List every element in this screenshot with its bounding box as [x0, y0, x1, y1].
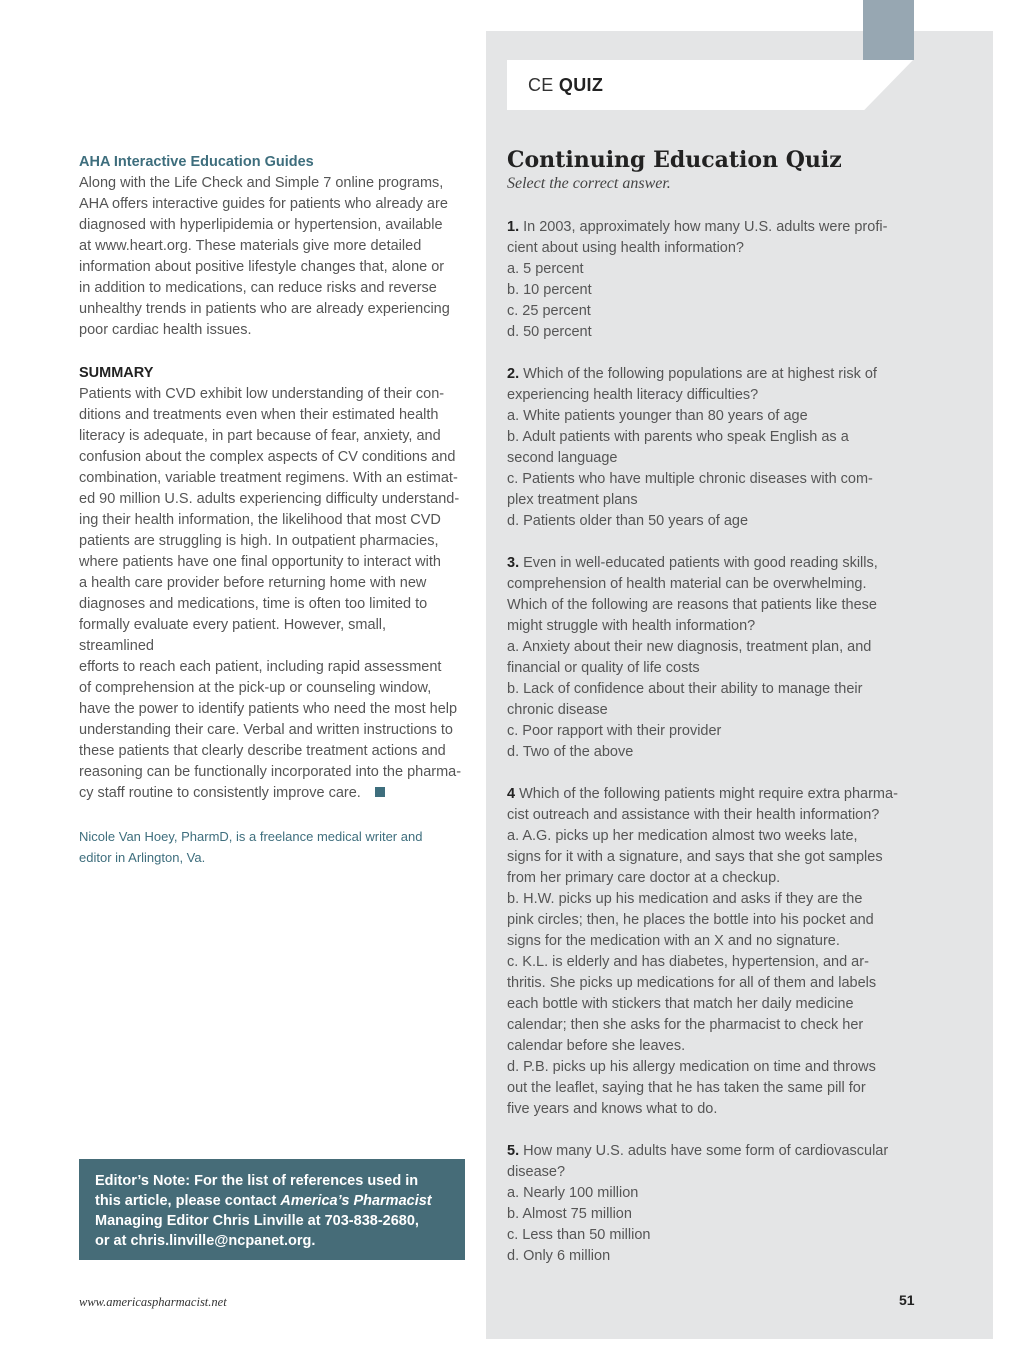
footer-url[interactable]: www.americaspharmacist.net	[79, 1295, 227, 1309]
answer-option-cont[interactable]: five years and knows what to do.	[507, 1101, 718, 1117]
summary-line: these patients that clearly describe treatment actions and	[79, 743, 446, 759]
answer-option-cont[interactable]: pink circles; then, he places the bottle into his pocket and	[507, 912, 874, 928]
summary-line: patients are struggling is high. In outpatient pharmacies,	[79, 533, 439, 549]
summary-line: confusion about the complex aspects of CV conditions and	[79, 449, 456, 465]
question-5	[507, 1141, 912, 1267]
question-text-line: Which of the following are reasons that patients like these	[507, 597, 877, 613]
question-text-line: cient about using health information?	[507, 240, 744, 256]
question-number: 3.	[507, 555, 520, 571]
question-number: 4	[507, 786, 516, 802]
aha-line: Along with the Life Check and Simple 7 online programs,	[79, 175, 444, 191]
ce-label: CE	[528, 75, 554, 95]
answer-option-cont[interactable]: each bottle with stickers that match her daily medicine	[507, 996, 854, 1012]
summary-line: combination, variable treatment regimens. With an estimat-	[79, 470, 458, 486]
magazine-name: America’s Pharmacist	[280, 1193, 432, 1209]
question-text-line: cist outreach and assistance with their health information?	[507, 807, 880, 823]
question-text: Which of the following populations are at highest risk of	[519, 366, 877, 382]
answer-option[interactable]: d. 50 percent	[507, 324, 592, 340]
question-number: 2.	[507, 366, 520, 382]
editor-note-line	[95, 1191, 451, 1211]
aha-line: diagnosed with hyperlipidemia or hypertension, available	[79, 217, 443, 233]
editor-note-line: Editor’s Note: For the list of references used in	[95, 1173, 419, 1189]
answer-option-cont[interactable]: calendar; then she asks for the pharmacist to check her	[507, 1017, 864, 1033]
question-text: Which of the following patients might require extra pharma-	[515, 786, 898, 802]
summary-title: SUMMARY	[79, 365, 154, 381]
answer-option[interactable]: a. Anxiety about their new diagnosis, treatment plan, and	[507, 639, 872, 655]
summary-line: ditions and treatments even when their estimated health	[79, 407, 439, 423]
answer-option[interactable]: d. Two of the above	[507, 744, 634, 760]
answer-option-cont[interactable]: thritis. She picks up medications for all of them and labels	[507, 975, 877, 991]
answer-option-cont[interactable]: signs for the medication with an X and no signature.	[507, 933, 840, 949]
summary-line: have the power to identify patients who need the most help	[79, 701, 458, 717]
answer-option-cont[interactable]: plex treatment plans	[507, 492, 638, 508]
answer-option[interactable]: c. 25 percent	[507, 303, 591, 319]
answer-option[interactable]: d. Only 6 million	[507, 1248, 611, 1264]
question-text-line: experiencing health literacy difficulties?	[507, 387, 759, 403]
aha-line: unhealthy trends in patients who are already experiencing	[79, 301, 450, 317]
aha-line: poor cardiac health issues.	[79, 322, 252, 338]
summary-line: efforts to reach each patient, including rapid assessment	[79, 659, 442, 675]
summary-line: where patients have one final opportunity to interact with	[79, 554, 441, 570]
question-stem	[507, 784, 912, 805]
question-text: Even in well-educated patients with good reading skills,	[519, 555, 878, 571]
answer-option[interactable]: a. Nearly 100 million	[507, 1185, 639, 1201]
page-number: 51	[899, 1292, 915, 1308]
answer-option-cont[interactable]: chronic disease	[507, 702, 608, 718]
question-text-line: might struggle with health information?	[507, 618, 756, 634]
answer-option[interactable]: a. 5 percent	[507, 261, 584, 277]
summary-body	[79, 384, 465, 804]
question-stem	[507, 1141, 912, 1162]
answer-option[interactable]: a. A.G. picks up her medication almost two weeks late,	[507, 828, 858, 844]
editor-note-box	[79, 1159, 465, 1260]
question-text: How many U.S. adults have some form of cardiovascular	[519, 1143, 889, 1159]
question-3	[507, 553, 912, 763]
question-4	[507, 784, 912, 1120]
end-mark-square	[375, 787, 385, 797]
answer-option[interactable]: c. K.L. is elderly and has diabetes, hypertension, and ar-	[507, 954, 869, 970]
aha-body	[79, 173, 465, 341]
question-number: 1.	[507, 219, 520, 235]
answer-option-cont[interactable]: signs for it with a signature, and says that she got samples	[507, 849, 883, 865]
summary-line: formally evaluate every patient. However, small, streamlined	[79, 617, 387, 654]
summary-line: Patients with CVD exhibit low understanding of their con-	[79, 386, 445, 402]
answer-option[interactable]: b. Lack of confidence about their ability to manage their	[507, 681, 863, 697]
answer-option[interactable]: d. Patients older than 50 years of age	[507, 513, 749, 529]
editor-note-text: this article, please contact	[95, 1193, 281, 1209]
question-1	[507, 217, 912, 343]
question-text-line: comprehension of health material can be overwhelming.	[507, 576, 867, 592]
summary-line: ing their health information, the likelihood that most CVD	[79, 512, 441, 528]
answer-option[interactable]: b. Almost 75 million	[507, 1206, 632, 1222]
quiz-title: Continuing Education Quiz	[507, 147, 842, 173]
answer-option[interactable]: c. Patients who have multiple chronic diseases with com-	[507, 471, 873, 487]
answer-option-cont[interactable]: calendar before she leaves.	[507, 1038, 686, 1054]
summary-line: literacy is adequate, in part because of fear, anxiety, and	[79, 428, 441, 444]
ce-quiz-label	[528, 75, 603, 96]
summary-last-line	[79, 783, 465, 804]
summary-line: diagnoses and medications, time is often too limited to	[79, 596, 428, 612]
aha-line: AHA offers interactive guides for patients who already are	[79, 196, 448, 212]
summary-line: ed 90 million U.S. adults experiencing difficulty understand-	[79, 491, 460, 507]
question-text: In 2003, approximately how many U.S. adults were profi-	[519, 219, 888, 235]
answer-option[interactable]: c. Less than 50 million	[507, 1227, 651, 1243]
quiz-label: QUIZ	[558, 75, 604, 95]
summary-line: understanding their care. Verbal and written instructions to	[79, 722, 453, 738]
answer-option[interactable]: b. H.W. picks up his medication and asks if they are the	[507, 891, 863, 907]
answer-option-cont[interactable]: second language	[507, 450, 618, 466]
question-number: 5.	[507, 1143, 520, 1159]
aha-line: at www.heart.org. These materials give more detailed	[79, 238, 422, 254]
question-stem	[507, 217, 912, 238]
quiz-subtitle: Select the correct answer.	[507, 175, 671, 192]
aha-line: in addition to medications, can reduce risks and reverse	[79, 280, 437, 296]
aha-line: information about positive lifestyle changes that, alone or	[79, 259, 445, 275]
editor-note-line: Managing Editor Chris Linville at 703-838-2680,	[95, 1213, 419, 1229]
summary-line: reasoning can be functionally incorporated into the pharma-	[79, 764, 462, 780]
question-2	[507, 364, 912, 532]
answer-option[interactable]: a. White patients younger than 80 years of age	[507, 408, 808, 424]
answer-option[interactable]: c. Poor rapport with their provider	[507, 723, 722, 739]
question-stem	[507, 553, 912, 574]
answer-option[interactable]: d. P.B. picks up his allergy medication on time and throws	[507, 1059, 876, 1075]
left-column	[79, 152, 465, 868]
question-stem	[507, 364, 912, 385]
answer-option[interactable]: b. Adult patients with parents who speak English as a	[507, 429, 849, 445]
quiz-column	[507, 146, 912, 1288]
answer-option-cont[interactable]: financial or quality of life costs	[507, 660, 700, 676]
answer-option-cont[interactable]: from her primary care doctor at a checkup.	[507, 870, 781, 886]
author-bio: Nicole Van Hoey, PharmD, is a freelance medical writer and editor in Arlington, Va.	[79, 829, 423, 865]
question-text-line: disease?	[507, 1164, 566, 1180]
editor-note-email-line[interactable]: or at chris.linville@ncpanet.org.	[95, 1233, 316, 1249]
summary-line: a health care provider before returning home with new	[79, 575, 427, 591]
answer-option-cont[interactable]: out the leaflet, saying that he has taken the same pill for	[507, 1080, 866, 1096]
aha-section-title: AHA Interactive Education Guides	[79, 154, 314, 170]
summary-line: of comprehension at the pick-up or counseling window,	[79, 680, 432, 696]
corner-tab	[863, 0, 914, 60]
summary-line: cy staff routine to consistently improve care.	[79, 785, 361, 801]
answer-option[interactable]: b. 10 percent	[507, 282, 592, 298]
